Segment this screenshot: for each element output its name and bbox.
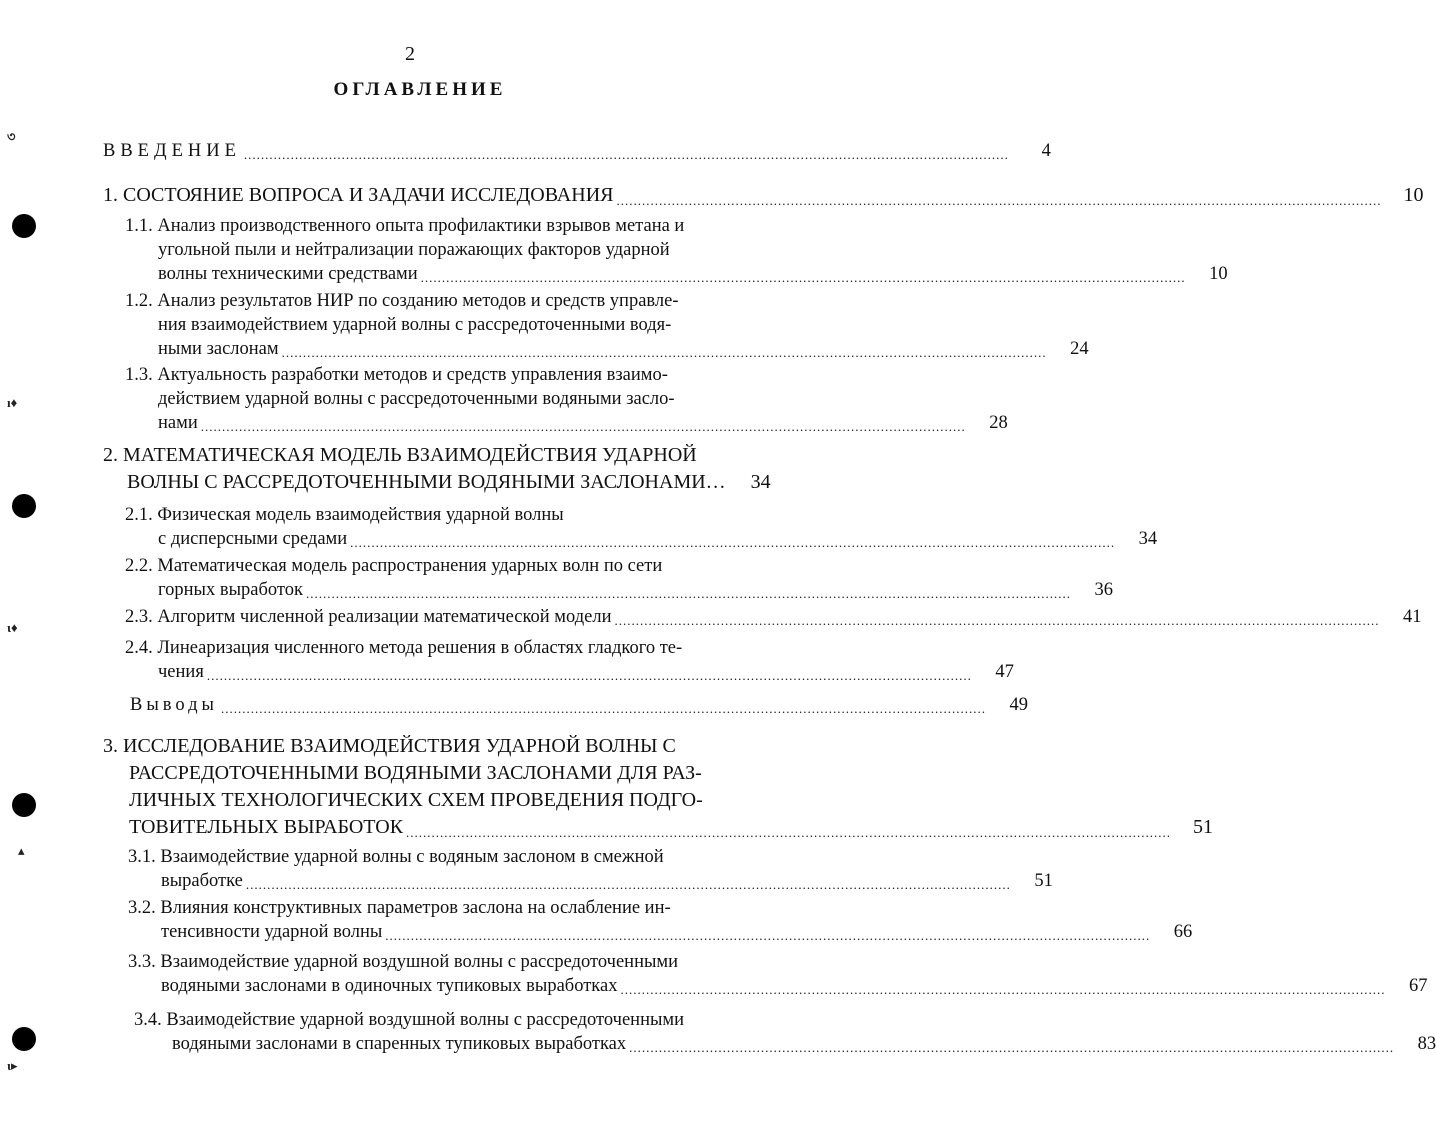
entry-page: 4 — [1041, 141, 1051, 161]
entry-line: угольной пыли и нейтрализации поражающих факторов ударной — [158, 240, 670, 260]
entry-line: действием ударной волны с рассредоточенными водяными засло- — [158, 389, 675, 409]
entry-title: водяными заслонами в одиночных тупиковых выработках — [161, 976, 618, 996]
entry-line: 2.4. Линеаризация численного метода решения в областях гладкого те- — [125, 638, 683, 658]
entry-line: РАССРЕДОТОЧЕННЫМИ ВОДЯНЫМИ ЗАСЛОНАМИ ДЛЯ РАЗ- — [129, 762, 702, 784]
entry-title: волны техническими средствами — [158, 264, 418, 284]
entry-line: 3.4. Взаимодействие ударной воздушной волны с рассредоточенными — [134, 1010, 685, 1030]
leader-dots: .................................................................................................................................................................................... — [245, 877, 1011, 892]
toc-entry-2-4 — [125, 636, 1014, 684]
toc-entry-section-3 — [103, 733, 1214, 841]
toc-entry-3-3 — [128, 950, 1428, 998]
entry-line: ния взаимодействием ударной волны с рассредоточенными водя- — [158, 315, 672, 335]
entry-page: 47 — [995, 662, 1014, 682]
entry-line: 3. ИССЛЕДОВАНИЕ ВЗАИМОДЕЙСТВИЯ УДАРНОЙ ВОЛНЫ С — [103, 735, 676, 757]
scan-speck: ɩ▸ — [7, 1058, 18, 1073]
entry-page: 34 — [1138, 529, 1158, 549]
toc-entry-section-2 — [103, 442, 771, 496]
entry-line: ЛИЧНЫХ ТЕХНОЛОГИЧЕСКИХ СХЕМ ПРОВЕДЕНИЯ ПОДГО- — [129, 789, 703, 811]
entry-title: ТОВИТЕЛЬНЫХ ВЫРАБОТОК — [129, 816, 404, 838]
entry-line: 2.2. Математическая модель распространения ударных волн по сети — [125, 556, 663, 576]
entry-page: 66 — [1173, 922, 1193, 942]
toc-entry-1-2 — [125, 289, 1089, 361]
toc-entry-1-1 — [125, 214, 1228, 286]
entry-line: 2.1. Физическая модель взаимодействия ударной волны — [125, 505, 564, 525]
toc-entry-2-3 — [125, 605, 1422, 629]
scan-speck: ▴ — [18, 843, 25, 858]
scan-speck: ı♦ — [7, 395, 18, 410]
punch-hole — [12, 214, 36, 238]
toc-title: ОГЛАВЛЕНИЕ — [333, 79, 507, 100]
punch-hole — [12, 793, 36, 817]
entry-page: 51 — [1034, 871, 1053, 891]
scan-speck: ɩ♦ — [7, 620, 18, 635]
entry-title: ными заслонам — [158, 339, 279, 359]
entry-page: 41 — [1402, 607, 1422, 627]
entry-page: 36 — [1094, 580, 1113, 600]
entry-title: горных выработок — [158, 580, 303, 600]
leader-dots: .................................................................................................................................................................................... — [614, 613, 1380, 628]
entry-title: с дисперсными средами — [158, 529, 348, 549]
leader-dots: .................................................................................................................................................................................... — [206, 668, 972, 683]
entry-title: ВОЛНЫ С РАССРЕДОТОЧЕННЫМИ ВОДЯНЫМИ ЗАСЛОНАМИ… — [127, 471, 726, 493]
entry-page: 10 — [1209, 264, 1228, 284]
entry-title: чения — [158, 662, 204, 682]
entry-title: выработке — [161, 871, 243, 891]
entry-title: тенсивности ударной волны — [161, 922, 383, 942]
entry-title: водяными заслонами в спаренных тупиковых выработках — [172, 1034, 627, 1054]
leader-dots: .................................................................................................................................................................................... — [406, 825, 1172, 840]
entry-line: 3.3. Взаимодействие ударной воздушной волны с рассредоточенными — [128, 952, 679, 972]
entry-title: 1. СОСТОЯНИЕ ВОПРОСА И ЗАДАЧИ ИССЛЕДОВАНИЯ — [103, 184, 614, 206]
entry-page: 49 — [1009, 695, 1028, 715]
leader-dots: .................................................................................................................................................................................... — [305, 586, 1071, 601]
entry-title: 2.3. Алгоритм численной реализации математической модели — [125, 607, 612, 627]
leader-dots: .................................................................................................................................................................................... — [385, 928, 1151, 943]
leader-dots: .................................................................................................................................................................................... — [200, 419, 966, 434]
leader-dots: .................................................................................................................................................................................... — [281, 345, 1047, 360]
toc-entry-conclusions — [130, 693, 1028, 717]
leader-dots: .................................................................................................................................................................................... — [243, 147, 1009, 162]
entry-line: 1.1. Анализ производственного опыта профилактики взрывов метана и — [125, 216, 685, 236]
punch-hole — [12, 1027, 36, 1051]
entry-line: 3.1. Взаимодействие ударной волны с водяным заслоном в смежной — [128, 847, 664, 867]
page-number: 2 — [405, 43, 415, 65]
leader-dots: .................................................................................................................................................................................... — [620, 982, 1386, 997]
entry-title: ВВЕДЕНИЕ — [103, 141, 241, 161]
toc-entry-intro — [103, 139, 1051, 163]
scan-speck: ৩ — [7, 129, 16, 144]
toc-entry-3-1 — [128, 845, 1053, 893]
punch-hole — [12, 494, 36, 518]
entry-line: 3.2. Влияния конструктивных параметров заслона на ослабление ин- — [128, 898, 671, 918]
entry-title: Выводы — [130, 695, 218, 715]
leader-dots: .................................................................................................................................................................................... — [616, 193, 1382, 208]
entry-page: 28 — [989, 413, 1008, 433]
toc-entry-3-4 — [134, 1008, 1436, 1056]
toc-entry-2-1 — [125, 503, 1158, 551]
leader-dots: .................................................................................................................................................................................... — [220, 701, 986, 716]
entry-page: 10 — [1403, 184, 1424, 206]
toc-entry-2-2 — [125, 554, 1113, 602]
entry-page: 83 — [1417, 1034, 1436, 1054]
leader-dots: .................................................................................................................................................................................... — [350, 535, 1116, 550]
entry-page: 67 — [1408, 976, 1428, 996]
entry-line: 1.2. Анализ результатов НИР по созданию методов и средств управле- — [125, 291, 679, 311]
toc-entry-section-1 — [103, 182, 1424, 209]
entry-page: 51 — [1193, 816, 1214, 838]
entry-page: 24 — [1070, 339, 1089, 359]
entry-title: нами — [158, 413, 198, 433]
entry-line: 1.3. Актуальность разработки методов и средств управления взаимо- — [125, 365, 668, 385]
toc-entry-3-2 — [128, 896, 1193, 944]
leader-dots: .................................................................................................................................................................................... — [629, 1040, 1395, 1055]
leader-dots: .................................................................................................................................................................................... — [420, 270, 1186, 285]
entry-page: 34 — [750, 471, 771, 493]
entry-line: 2. МАТЕМАТИЧЕСКАЯ МОДЕЛЬ ВЗАИМОДЕЙСТВИЯ УДАРНОЙ — [103, 444, 697, 466]
toc-entry-1-3 — [125, 363, 1008, 435]
